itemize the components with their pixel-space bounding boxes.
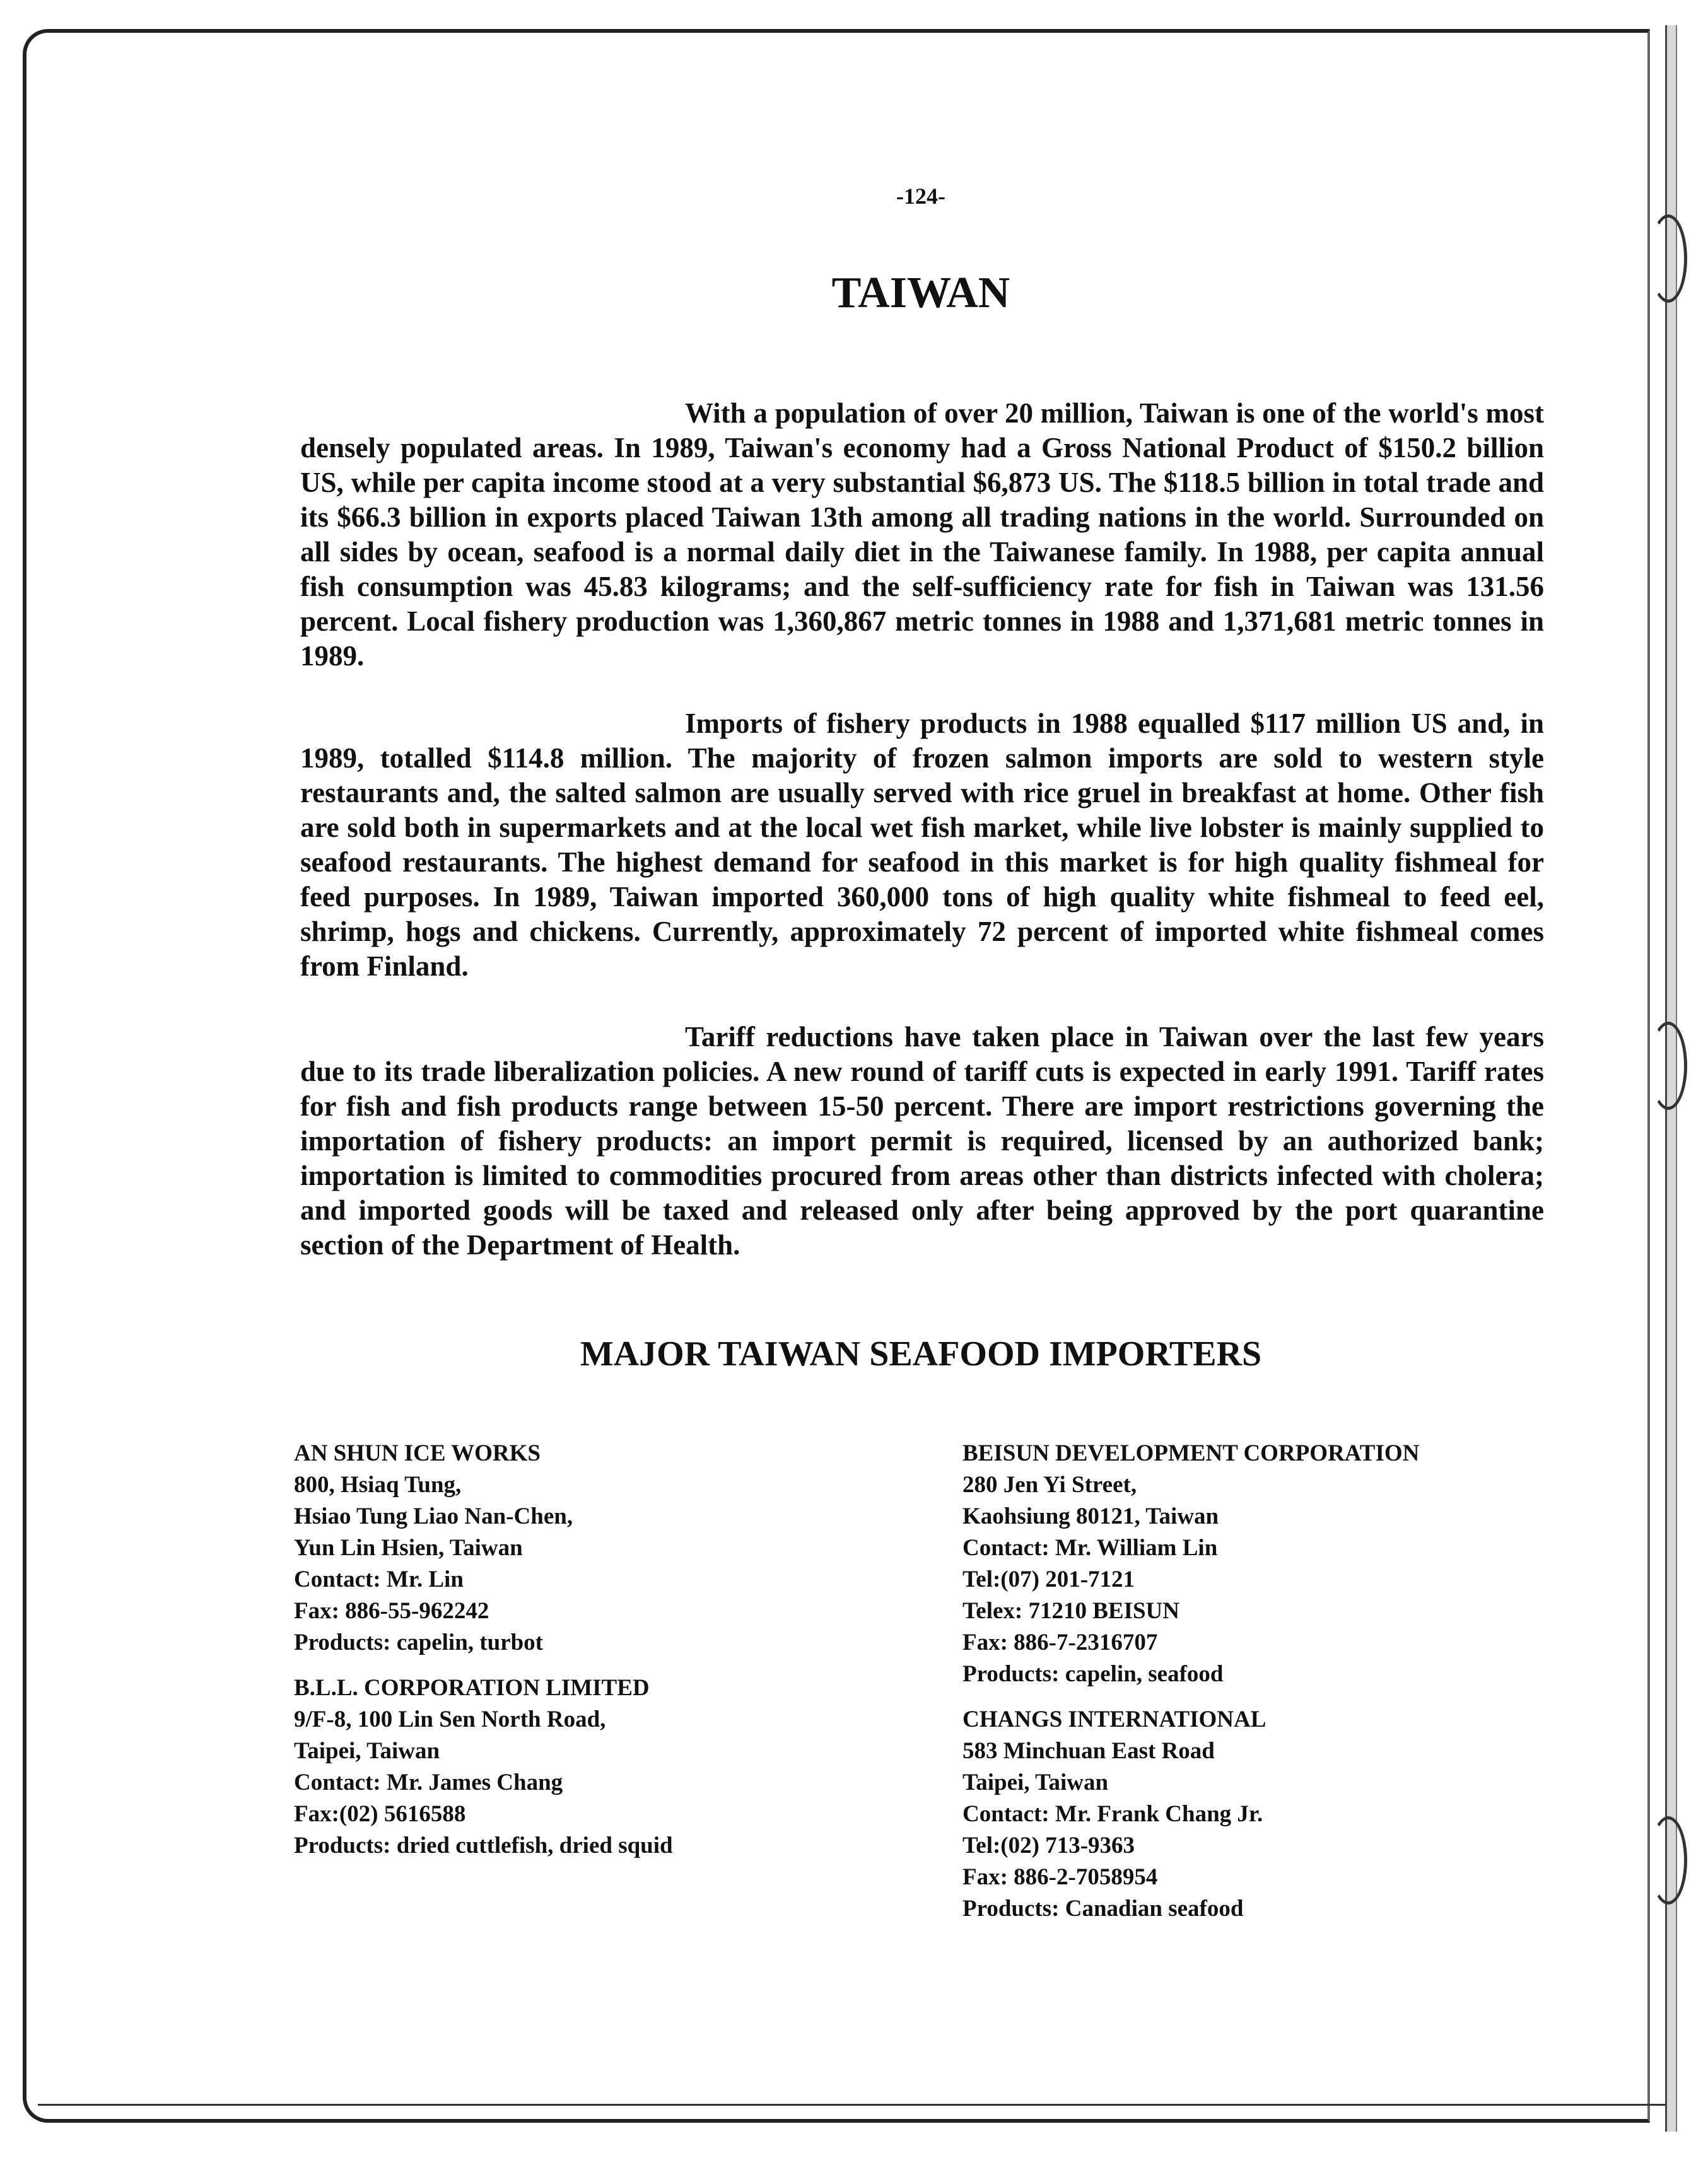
importer-fax: Fax: 886-55-962242 [294, 1598, 489, 1624]
importer-entry [962, 1438, 1593, 1690]
importer-contact: Contact: Mr. James Chang [294, 1770, 563, 1795]
paragraph-text: Tariff reductions have taken place in Taiwan over the last few years due to its trade liberalization policies. A new round of tariff cuts is expected in early 1991. Tariff rates for fish and fish products range between 15-50 percent. There are import restrictions governing the importation of fishery products: an import permit is required, licensed by an authorized bank; importation is limited to commodities procured from areas other than districts infected with cholera; and imported goods will be taxed and released only after being approved by the port quarantine section of the Department of Health. [300, 1021, 1544, 1261]
importer-address-line: Hsiao Tung Liao Nan-Chen, [294, 1503, 573, 1529]
page-title: TAIWAN [831, 269, 1010, 317]
importer-fax: Fax: 886-2-7058954 [962, 1864, 1158, 1890]
paragraph-tariffs [300, 1020, 1544, 1263]
importer-entry [294, 1438, 925, 1659]
paragraph-imports [300, 706, 1544, 984]
importer-products: Products: capelin, turbot [294, 1630, 544, 1655]
importer-tel: Tel:(02) 713-9363 [962, 1833, 1135, 1859]
importer-contact: Contact: Mr. Frank Chang Jr. [962, 1801, 1263, 1827]
paragraph-text: Imports of fishery products in 1988 equalled $117 million US and, in 1989, totalled $114.8 million. The majority of frozen salmon imports are sold to western style restaurants and, the salted salmon are usually served with rice gruel in breakfast at home. Other fish are sold both in supermarkets and at the local wet fish market, while live lobster is mainly supplied to seafood restaurants. The highest demand for seafood in this market is for high quality fishmeal for feed purposes. In 1989, Taiwan imported 360,000 tons of high quality white fishmeal to feed eel, shrimp, hogs and chickens. Currently, approximately 72 percent of imported white fishmeal comes from Finland. [300, 708, 1544, 982]
importer-products: Products: capelin, seafood [962, 1661, 1224, 1687]
importer-name: BEISUN DEVELOPMENT CORPORATION [962, 1440, 1420, 1466]
importer-contact: Contact: Mr. Lin [294, 1567, 464, 1592]
importer-address-line: 800, Hsiaq Tung, [294, 1472, 462, 1498]
importer-address-line: 9/F-8, 100 Lin Sen North Road, [294, 1707, 606, 1732]
importer-address-line: Kaohsiung 80121, Taiwan [962, 1503, 1219, 1529]
importers-heading: MAJOR TAIWAN SEAFOOD IMPORTERS [580, 1334, 1262, 1374]
importer-entry [294, 1672, 925, 1862]
importer-address-line: Taipei, Taiwan [294, 1738, 440, 1764]
importer-address-line: Taipei, Taiwan [962, 1770, 1109, 1795]
importer-name: AN SHUN ICE WORKS [294, 1440, 541, 1466]
importer-products: Products: Canadian seafood [962, 1896, 1244, 1922]
paragraph-overview [300, 396, 1544, 674]
importer-address-line: Yun Lin Hsien, Taiwan [294, 1535, 523, 1561]
page-bottom-rule [38, 2104, 1665, 2106]
binder-ring-icon [1649, 1022, 1687, 1110]
importer-telex: Telex: 71210 BEISUN [962, 1598, 1180, 1624]
importer-address-line: 280 Jen Yi Street, [962, 1472, 1137, 1498]
importer-fax: Fax:(02) 5616588 [294, 1801, 466, 1827]
importer-products: Products: dried cuttlefish, dried squid [294, 1833, 673, 1859]
importer-address-line: 583 Minchuan East Road [962, 1738, 1215, 1764]
page-number: -124- [896, 184, 945, 209]
importer-name: CHANGS INTERNATIONAL [962, 1707, 1266, 1732]
paragraph-text: With a population of over 20 million, Taiwan is one of the world's most densely populated areas. In 1989, Taiwan's economy had a Gross National Product of $150.2 billion US, while per capita income stood at a very substantial $6,873 US. The $118.5 billion in total trade and its $66.3 billion in exports placed Taiwan 13th among all trading nations in the world. Surrounded on all sides by ocean, seafood is a normal daily diet in the Taiwanese family. In 1988, per capita annual fish consumption was 45.83 kilograms; and the self-sufficiency rate for fish in Taiwan was 131.56 percent. Local fishery production was 1,360,867 metric tonnes in 1988 and 1,371,681 metric tonnes in 1989. [300, 397, 1544, 672]
importer-contact: Contact: Mr. William Lin [962, 1535, 1218, 1561]
importer-name: B.L.L. CORPORATION LIMITED [294, 1675, 650, 1701]
importer-entry [962, 1704, 1593, 1925]
importer-fax: Fax: 886-7-2316707 [962, 1630, 1158, 1655]
binder-ring-icon [1649, 1816, 1687, 1905]
importer-tel: Tel:(07) 201-7121 [962, 1567, 1135, 1592]
